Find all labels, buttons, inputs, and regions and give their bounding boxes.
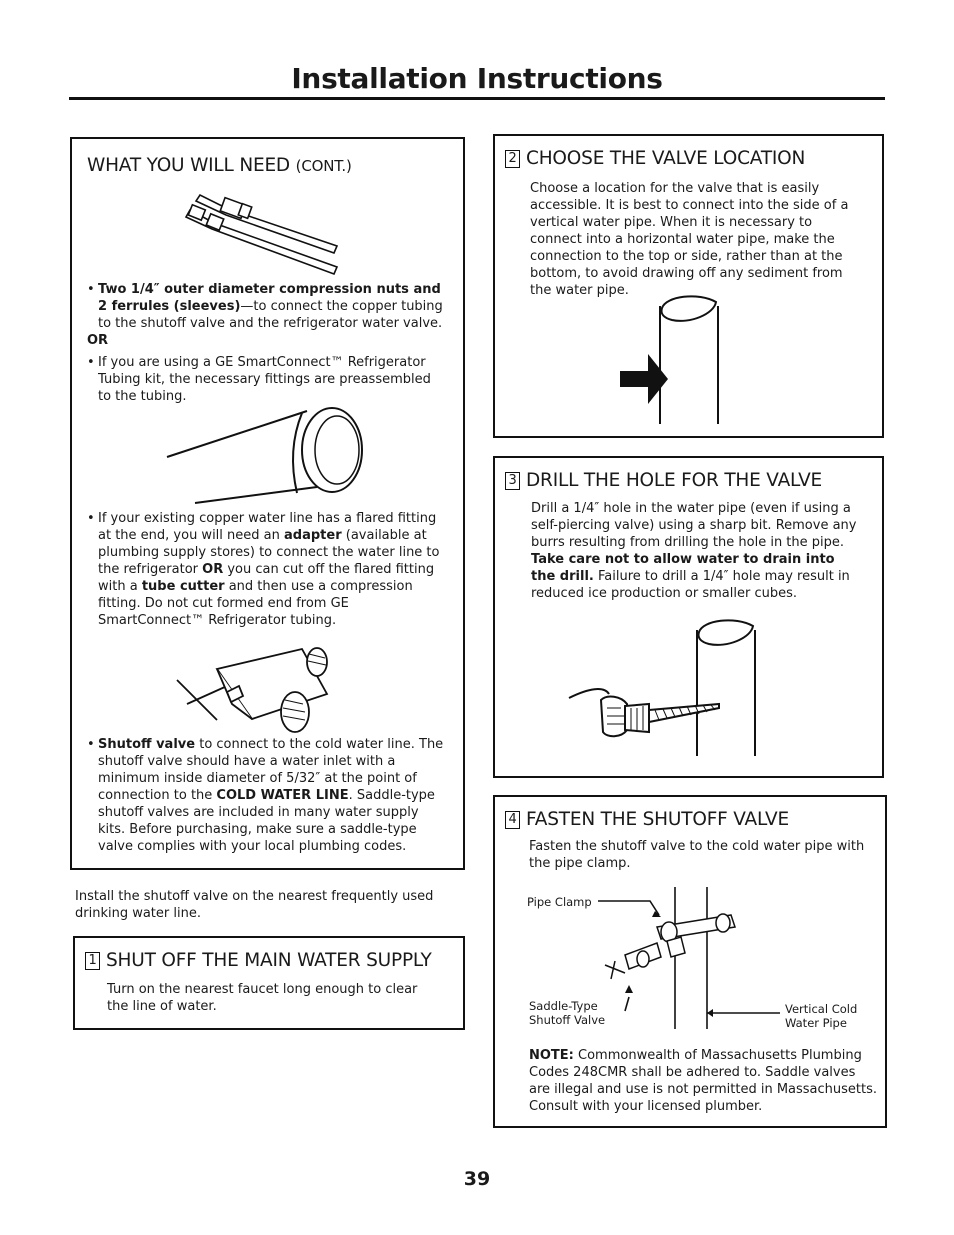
flared-tubing-illustration	[167, 405, 377, 505]
vertical-pipe-arrow-illustration	[620, 294, 730, 424]
title-rule	[69, 97, 885, 100]
item-compression-nuts: • Two 1/4″ outer diameter compression nuts and 2 ferrules (sleeves)—to connect the copper tubing to the shutoff valve and the refrigerator water valve.	[87, 282, 443, 331]
install-note: Install the shutoff valve on the nearest frequently used drinking water line.	[75, 889, 434, 921]
step-1-number: 1	[85, 952, 100, 970]
step-4-number: 4	[505, 811, 520, 829]
step-2-text: Choose a location for the valve that is easily accessible. It is best to connect into the side of a vertical water pipe. When it is necessary to connect into a horizontal water pipe, make the connection to the top or side, rather than at the bottom, to avoid drawing off any sediment from the water pipe.	[530, 181, 849, 298]
or-label: OR	[87, 333, 109, 348]
drill-pipe-illustration	[569, 618, 769, 758]
compression-nuts-illustration	[184, 201, 344, 276]
step-3-number: 3	[505, 472, 520, 490]
step-1-heading: 1 SHUT OFF THE MAIN WATER SUPPLY	[85, 950, 432, 971]
step-3-box	[493, 456, 884, 778]
what-you-need-box	[70, 137, 465, 870]
pipe-clamp-label: Pipe Clamp	[527, 895, 592, 909]
item-flared-fitting: • If your existing copper water line has a flared fitting at the end, you will need an adapter (available at plumbing supply stores) to connect the water line to the refrigerator OR you can cut off the flared fitting with a tube cutter and then use a compression fitting. Do not cut formed end from GE SmartConnect™ Refrigerator tubing.	[87, 511, 440, 628]
step-2-number: 2	[505, 150, 520, 168]
what-you-need-heading: WHAT YOU WILL NEED (CONT.)	[87, 155, 352, 176]
item-shutoff-valve: • Shutoff valve to connect to the cold water line. The shutoff valve should have a water inlet with a minimum inside diameter of 5/32″ at the point of connection to the COLD WATER LINE. Saddle-type shutoff valves are included in many water supply kits. Before purchasing, make sure a saddle-type valve complies with your local plumbing codes.	[87, 737, 444, 854]
step-4-box	[493, 795, 887, 1128]
water-pipe-label: Vertical Cold Water Pipe	[785, 1002, 858, 1030]
step-2-heading: 2 CHOOSE THE VALVE LOCATION	[505, 148, 805, 169]
saddle-valve-illustration	[595, 887, 795, 1032]
step-3-heading: 3 DRILL THE HOLE FOR THE VALVE	[505, 470, 822, 491]
step-1-box	[73, 936, 465, 1030]
step-1-text: Turn on the nearest faucet long enough to clear the line of water.	[107, 982, 418, 1014]
item-smartconnect: • If you are using a GE SmartConnect™ Refrigerator Tubing kit, the necessary fittings are preassembled to the tubing.	[87, 355, 431, 404]
shutoff-valve-illustration	[177, 644, 342, 734]
page-number: 39	[463, 1168, 491, 1190]
step-4-text: Fasten the shutoff valve to the cold water pipe with the pipe clamp.	[529, 839, 865, 871]
massachusetts-note: NOTE: Commonwealth of Massachusetts Plumbing Codes 248CMR shall be adhered to. Saddle valves are illegal and use is not permitted in Massachusetts. Consult with your licensed plumber.	[529, 1048, 878, 1114]
step-3-text: Drill a 1/4″ hole in the water pipe (even if using a self-piercing valve) using a sharp bit. Remove any burrs resulting from drilling the hole in the pipe. Take care not to allow water to drain into the drill. Failure to drill a 1/4″ hole may result in reduced ice production or smaller cubes.	[531, 501, 857, 601]
step-2-box	[493, 134, 884, 438]
page-title: Installation Instructions	[291, 62, 663, 95]
shutoff-valve-label: Saddle-Type Shutoff Valve	[529, 999, 606, 1027]
step-4-heading: 4 FASTEN THE SHUTOFF VALVE	[505, 809, 789, 830]
